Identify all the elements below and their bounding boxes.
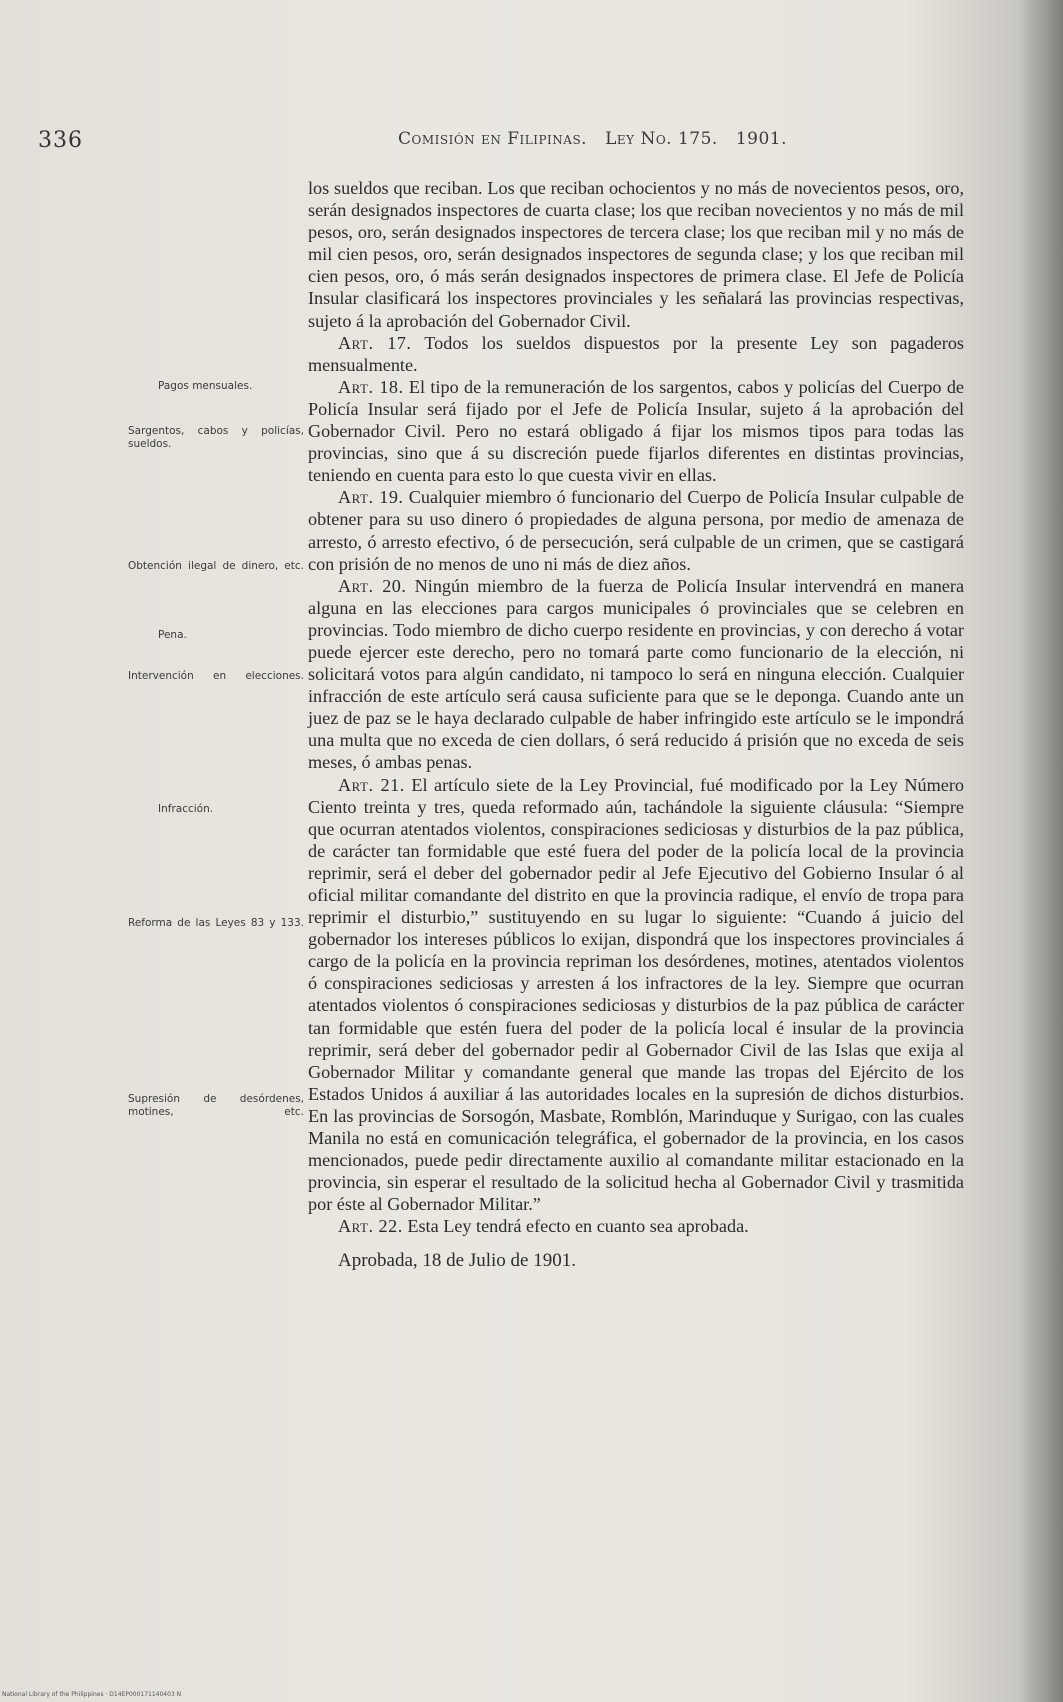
article-22 xyxy=(308,1215,964,1237)
article-text: Cualquier miembro ó funcionario del Cuerpo de Policía Insular culpable de obtener para su uso dinero ó propiedades de alguna persona, por medio de amenaza de arresto, ó arresto efectivo, ó de persecución, será culpable de un crimen, que se castigará con prisión de no menos de uno ni más de diez años. xyxy=(308,487,965,574)
running-head-commission: Comisión en Filipinas. xyxy=(398,129,588,149)
body-text xyxy=(308,177,964,1272)
margin-note-obtencion: Obtención ilegal de dinero, etc. xyxy=(128,560,304,572)
running-head-law: Ley No. 175. xyxy=(605,129,718,149)
article-18 xyxy=(308,376,964,486)
margin-note-sargentos: Sargentos, cabos y policías, sueldos. xyxy=(128,425,304,450)
running-head xyxy=(398,129,787,149)
page-number: 336 xyxy=(38,128,83,153)
margin-note-infraccion: Infracción. xyxy=(158,803,214,815)
article-19 xyxy=(308,486,964,574)
margin-note-intervencion: Intervención en elecciones. xyxy=(128,670,304,682)
intro-paragraph: los sueldos que reciban. Los que reciban ochocientos y no más de novecientos pesos, oro, serán designados inspectores de cuarta clase; los que reciban novecientos y no más de mil pesos, oro, serán designados inspectores de tercera clase; los que reciban mil y no más de mil cien pesos, oro, serán designados inspectores de segunda clase; y los que reciban mil cien pesos, oro, ó más serán designados inspectores de primera clase. El Jefe de Policía Insular clasificará los inspectores provinciales y les señalará las provincias respectivas, sujeto á la aprobación del Gobernador Civil. xyxy=(308,178,964,331)
article-label: Art. 20. xyxy=(338,575,407,596)
article-20 xyxy=(308,575,964,774)
scan-edge-shadow xyxy=(1017,0,1063,1702)
margin-note-reforma: Reforma de las Leyes 83 y 133. xyxy=(128,917,304,929)
article-text: El artículo siete de la Ley Provincial, fué modificado por la Ley Número Ciento treinta y tres, queda reformado aún, tachándole la siguiente cláusula: “Siempre que ocurran atentados violentos, conspiraciones sediciosas y disturbios de la paz pública, de carácter tan formidable que esté fuera del poder de la policía local de la provincia reprimir, será el deber del gobernador pedir al Jefe Ejecutivo del Gobierno Insular ó al oficial militar comandante del distrito en que la provincia radique, el envío de tropa para reprimir el disturbio,” sustituyendo en su lugar lo siguiente: “Cuando á juicio del gobernador los intereses públicos lo exijan, dispondrá que los inspectores provinciales á cargo de la policía en la provincia repriman los desórdenes, motines, atentados violentos ó conspiraciones sediciosas y arresten á los infractores de la ley. Siempre que ocurran atentados violentos ó conspiraciones sediciosas y disturbios de la paz pública de carácter tan formidable que estén fuera del poder de la policía local é insular de la provincia reprimir, será deber del gobernador pedir al Gobernador Civil de las Islas que exija al Gobernador Militar y comandante general que mande las tropas del Ejército de los Estados Unidos á auxiliar á las autoridades locales en la supresión de dichos disturbios. En las provincias de Sorsogón, Masbate, Romblón, Marinduque y Surigao, con las cuales Manila no está en comunicación telegráfica, el gobernador de la provincia, en los casos mencionados, puede pedir directamente auxilio al comandante militar estacionado en la provincia, sin esperar el resultado de la solicitud hecha al Gobernador Civil y trasmitida por éste al Gobernador Militar.” xyxy=(308,774,965,1215)
article-label: Art. 18. xyxy=(338,376,404,397)
article-21 xyxy=(308,774,964,1216)
article-label: Art. 19. xyxy=(338,487,404,508)
margin-note-pagos: Pagos mensuales. xyxy=(158,380,253,392)
article-text: Todos los sueldos dispuestos por la presente Ley son pagaderos mensualmente. xyxy=(308,332,964,375)
margin-note-pena: Pena. xyxy=(158,629,187,641)
article-17 xyxy=(308,332,964,376)
article-label: Art. 17. xyxy=(338,332,412,353)
article-text: Esta Ley tendrá efecto en cuanto sea aprobada. xyxy=(407,1216,749,1237)
running-head-year: 1901. xyxy=(735,129,788,149)
article-text: Ningún miembro de la fuerza de Policía Insular intervendrá en manera alguna en las elecciones para cargos municipales ó provinciales que se celebren en provincias. Todo miembro de dicho cuerpo residente en provincias, y con derecho á votar puede ejercer este derecho, pero no tomará parte como funcionario de la elección, ni solicitará votos para algún candidato, ni tampoco lo será en ninguna elección. Cualquier infracción de este artículo será causa suficiente para que se le deponga. Cuando ante un juez de paz se le haya declarado culpable de haber infringido este artículo se le impondrá una multa que no exceda de cien dollars, ó será reducido á prisión que no exceda de seis meses, ó ambas penas. xyxy=(308,575,965,773)
approval-date: Aprobada, 18 de Julio de 1901. xyxy=(338,1249,576,1271)
footer-stamp: National Library of the Philippines · D14EP000171140403 N xyxy=(2,1691,182,1698)
article-label: Art. 21. xyxy=(338,774,405,795)
margin-note-supresion: Supresión de desórdenes, motines, etc. xyxy=(128,1093,304,1118)
article-text: El tipo de la remuneración de los sargentos, cabos y policías del Cuerpo de Policía Insular será fijado por el Jefe de Policía Insular, sujeto á la aprobación del Gobernador Civil. Pero no estará obligado á fijar los mismos tipos para todas las provincias, sino que á su discreción puede fijarlos diferentes en distintas provincias, teniendo en cuenta para esto lo que cuesta vivir en ellas. xyxy=(308,376,965,486)
article-label: Art. 22. xyxy=(338,1216,403,1237)
